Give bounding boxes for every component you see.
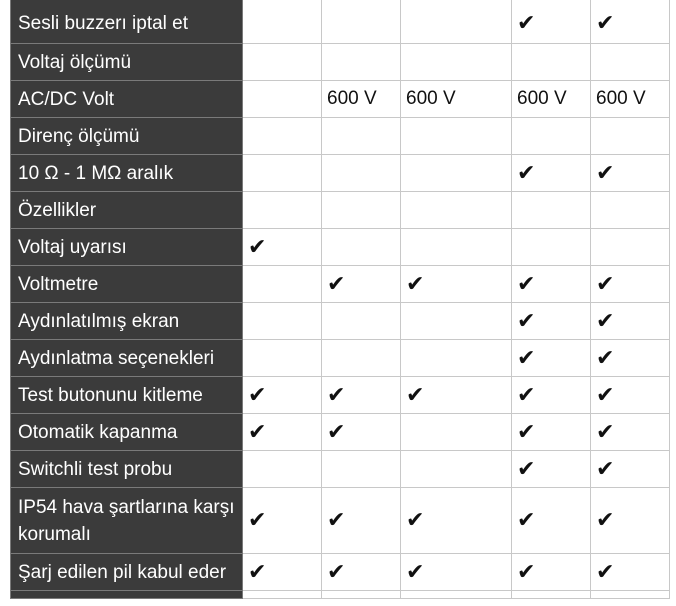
check-icon-cell <box>512 340 591 377</box>
row-label: Şarj edilen pil kabul eder <box>11 554 243 591</box>
row-label: IP54 hava şartlarına karşı korumalı <box>11 488 243 554</box>
check-icon: ✔ <box>596 382 615 408</box>
table-row <box>11 451 670 488</box>
check-icon: ✔ <box>517 559 536 585</box>
check-icon-cell <box>512 303 591 340</box>
table-row <box>11 0 670 44</box>
table-cell <box>243 303 322 340</box>
table-cell <box>512 591 591 599</box>
table-cell: 600 V <box>322 81 401 118</box>
table-cell <box>243 0 322 44</box>
check-icon-cell <box>591 414 670 451</box>
check-icon: ✔ <box>596 10 615 36</box>
check-icon-cell <box>322 414 401 451</box>
row-label: Test butonunu kitleme <box>11 377 243 414</box>
check-icon: ✔ <box>596 559 615 585</box>
check-icon: ✔ <box>406 382 425 408</box>
table-row <box>11 488 670 554</box>
check-icon: ✔ <box>596 456 615 482</box>
table-cell <box>243 266 322 303</box>
table-cell <box>322 44 401 81</box>
table-cell <box>401 303 512 340</box>
table-row-partial <box>11 591 670 599</box>
table-cell <box>243 118 322 155</box>
table-cell <box>512 118 591 155</box>
check-icon: ✔ <box>517 10 536 36</box>
check-icon-cell <box>512 451 591 488</box>
check-icon: ✔ <box>248 382 267 408</box>
check-icon: ✔ <box>327 382 346 408</box>
table-cell <box>512 192 591 229</box>
feature-comparison-table <box>10 0 670 599</box>
check-icon: ✔ <box>248 508 267 533</box>
check-icon: ✔ <box>596 160 615 186</box>
table-cell <box>322 591 401 599</box>
check-icon: ✔ <box>517 456 536 482</box>
table-cell <box>401 44 512 81</box>
table-cell <box>401 118 512 155</box>
check-icon: ✔ <box>248 559 267 585</box>
check-icon: ✔ <box>596 345 615 371</box>
row-label: Voltmetre <box>11 266 243 303</box>
table-cell <box>401 340 512 377</box>
table-cell: 600 V <box>512 81 591 118</box>
row-label: Direnç ölçümü <box>11 118 243 155</box>
row-label: Aydınlatılmış ekran <box>11 303 243 340</box>
table-cell <box>243 81 322 118</box>
table-cell <box>591 192 670 229</box>
check-icon-cell <box>512 266 591 303</box>
table-cell: 600 V <box>591 81 670 118</box>
check-icon: ✔ <box>327 419 346 445</box>
check-icon: ✔ <box>596 271 615 297</box>
check-icon-cell <box>591 377 670 414</box>
table-cell <box>591 229 670 266</box>
table-row <box>11 118 670 155</box>
table-cell <box>243 591 322 599</box>
table-row <box>11 377 670 414</box>
table-row <box>11 340 670 377</box>
table-cell <box>322 0 401 44</box>
check-icon-cell <box>243 377 322 414</box>
check-icon-cell <box>512 377 591 414</box>
check-icon-cell <box>591 554 670 591</box>
row-label: Voltaj ölçümü <box>11 44 243 81</box>
check-icon-cell <box>591 0 670 44</box>
table-row <box>11 44 670 81</box>
check-icon: ✔ <box>517 508 536 533</box>
check-icon-cell <box>243 488 322 554</box>
check-icon: ✔ <box>596 508 615 533</box>
table-cell <box>401 229 512 266</box>
table-cell <box>401 414 512 451</box>
table-cell <box>401 192 512 229</box>
check-icon: ✔ <box>517 160 536 186</box>
check-icon-cell <box>512 554 591 591</box>
table-cell <box>512 44 591 81</box>
check-icon-cell <box>401 266 512 303</box>
table-cell <box>401 451 512 488</box>
table-cell <box>243 44 322 81</box>
table-cell <box>322 155 401 192</box>
table-cell <box>401 0 512 44</box>
table-row <box>11 414 670 451</box>
row-label: Sesli buzzerı iptal et <box>11 0 243 44</box>
table-row <box>11 266 670 303</box>
check-icon-cell <box>401 554 512 591</box>
check-icon-cell <box>322 266 401 303</box>
check-icon-cell <box>512 488 591 554</box>
table-cell <box>243 155 322 192</box>
check-icon-cell <box>243 229 322 266</box>
table-cell <box>401 591 512 599</box>
table-cell <box>591 591 670 599</box>
table-cell <box>322 340 401 377</box>
table-cell <box>591 118 670 155</box>
check-icon-cell <box>591 451 670 488</box>
table-cell <box>322 229 401 266</box>
check-icon: ✔ <box>327 559 346 585</box>
table-row <box>11 303 670 340</box>
table-cell: 600 V <box>401 81 512 118</box>
table-cell <box>322 118 401 155</box>
table-cell <box>322 451 401 488</box>
check-icon-cell <box>591 266 670 303</box>
check-icon-cell <box>401 377 512 414</box>
table-row <box>11 155 670 192</box>
check-icon-cell <box>322 377 401 414</box>
check-icon: ✔ <box>406 559 425 585</box>
check-icon-cell <box>512 0 591 44</box>
check-icon: ✔ <box>327 508 346 533</box>
table-row <box>11 229 670 266</box>
check-icon-cell <box>243 554 322 591</box>
check-icon: ✔ <box>517 382 536 408</box>
check-icon-cell <box>591 340 670 377</box>
table-cell <box>322 303 401 340</box>
table-cell <box>243 340 322 377</box>
table-row <box>11 192 670 229</box>
check-icon-cell <box>401 488 512 554</box>
table-row <box>11 81 670 118</box>
check-icon: ✔ <box>327 271 346 297</box>
check-icon: ✔ <box>517 271 536 297</box>
table-cell <box>591 44 670 81</box>
row-label: AC/DC Volt <box>11 81 243 118</box>
table-cell <box>243 451 322 488</box>
check-icon-cell <box>591 488 670 554</box>
check-icon: ✔ <box>596 419 615 445</box>
check-icon: ✔ <box>596 308 615 334</box>
check-icon-cell <box>591 303 670 340</box>
row-label: Aydınlatma seçenekleri <box>11 340 243 377</box>
check-icon-cell <box>243 414 322 451</box>
row-label: 10 Ω - 1 MΩ aralık <box>11 155 243 192</box>
check-icon-cell <box>591 155 670 192</box>
row-label: Özellikler <box>11 192 243 229</box>
check-icon: ✔ <box>517 345 536 371</box>
row-label <box>11 591 243 599</box>
table-row <box>11 554 670 591</box>
check-icon: ✔ <box>406 271 425 297</box>
row-label: Switchli test probu <box>11 451 243 488</box>
check-icon: ✔ <box>517 308 536 334</box>
check-icon: ✔ <box>248 234 267 260</box>
row-label: Voltaj uyarısı <box>11 229 243 266</box>
table-cell <box>243 192 322 229</box>
table-cell <box>512 229 591 266</box>
table-cell <box>401 155 512 192</box>
check-icon-cell <box>512 155 591 192</box>
row-label: Otomatik kapanma <box>11 414 243 451</box>
check-icon-cell <box>512 414 591 451</box>
check-icon: ✔ <box>248 419 267 445</box>
check-icon: ✔ <box>406 508 425 533</box>
table-cell <box>322 192 401 229</box>
check-icon: ✔ <box>517 419 536 445</box>
check-icon-cell <box>322 554 401 591</box>
table-body <box>11 0 670 599</box>
check-icon-cell <box>322 488 401 554</box>
